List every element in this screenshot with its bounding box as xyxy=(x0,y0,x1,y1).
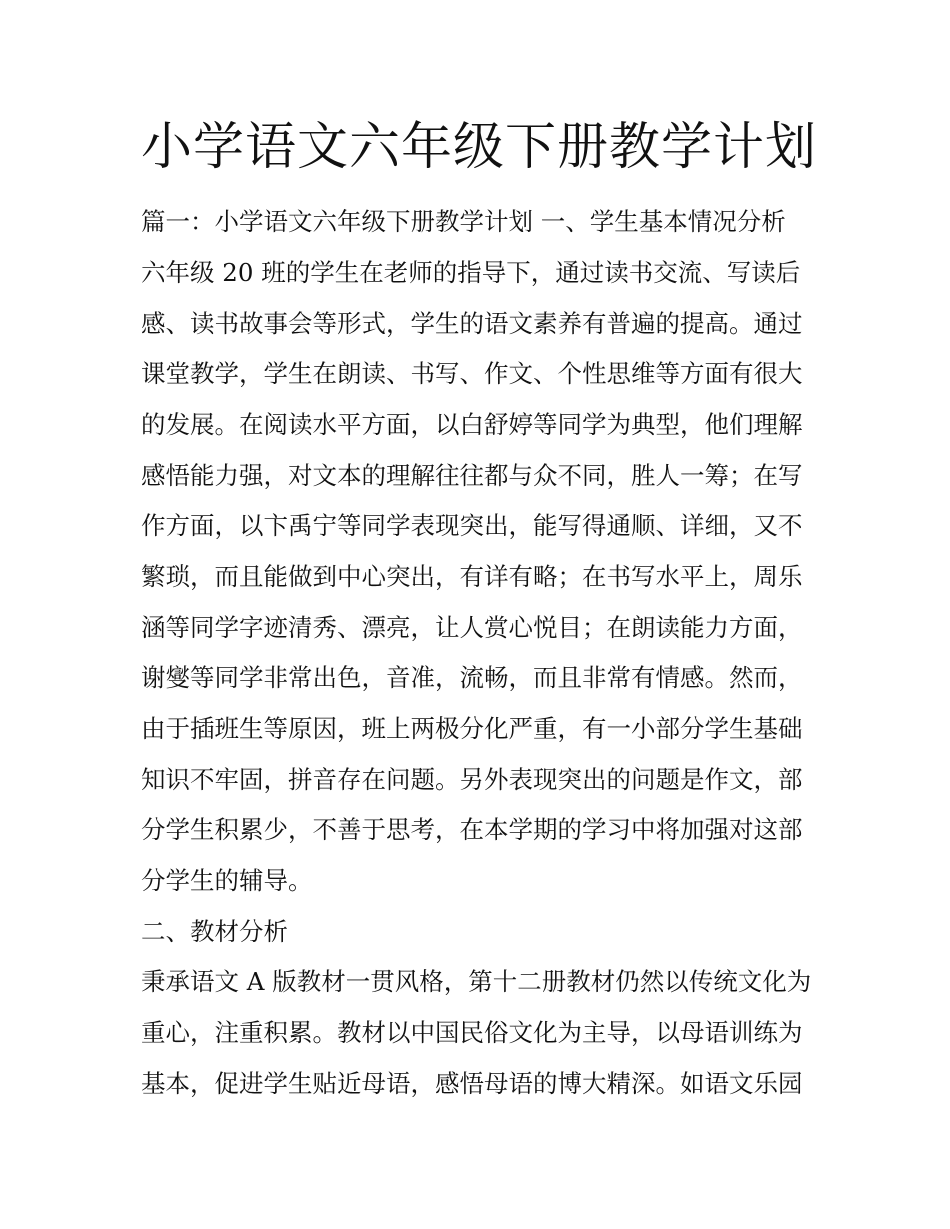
body-line: 秉承语文 A 版教材一贯风格，第十二册教材仍然以传统文化为 xyxy=(141,967,812,996)
body-line: 作方面，以卞禹宁等同学表现突出，能写得通顺、详细，又不 xyxy=(141,511,803,540)
body-line: 谢燮等同学非常出色，音准，流畅，而且非常有情感。然而， xyxy=(141,663,803,692)
section-heading: 二、教材分析 xyxy=(141,917,288,946)
body-line: 重心，注重积累。教材以中国民俗文化为主导，以母语训练为 xyxy=(141,1018,803,1047)
body-line: 基本，促进学生贴近母语，感悟母语的博大精深。如语文乐园 xyxy=(141,1069,803,1098)
body-line: 感悟能力强，对文本的理解往往都与众不同，胜人一筹；在写 xyxy=(141,461,803,490)
body-line: 六年级 20 班的学生在老师的指导下，通过读书交流、写读后 xyxy=(141,258,801,287)
body-line: 涵等同学字迹清秀、漂亮，让人赏心悦目；在朗读能力方面， xyxy=(141,613,803,642)
body-line: 课堂教学，学生在朗读、书写、作文、个性思维等方面有很大 xyxy=(141,359,803,388)
body-line: 感、读书故事会等形式，学生的语文素养有普遍的提高。通过 xyxy=(141,309,803,338)
body-line: 由于插班生等原因，班上两极分化严重，有一小部分学生基础 xyxy=(141,714,803,743)
body-line: 知识不牢固，拼音存在问题。另外表现突出的问题是作文，部 xyxy=(141,765,803,794)
body-line: 分学生积累少，不善于思考，在本学期的学习中将加强对这部 xyxy=(141,815,803,844)
document-title: 小学语文六年级下册教学计划 xyxy=(141,118,818,177)
body-line: 的发展。在阅读水平方面，以白舒婷等同学为典型，他们理解 xyxy=(141,410,803,439)
body-line: 繁琐，而且能做到中心突出，有详有略；在书写水平上，周乐 xyxy=(141,562,803,591)
body-line: 篇一：小学语文六年级下册教学计划 一、学生基本情况分析 xyxy=(141,207,786,236)
body-line: 分学生的辅导。 xyxy=(141,866,313,895)
